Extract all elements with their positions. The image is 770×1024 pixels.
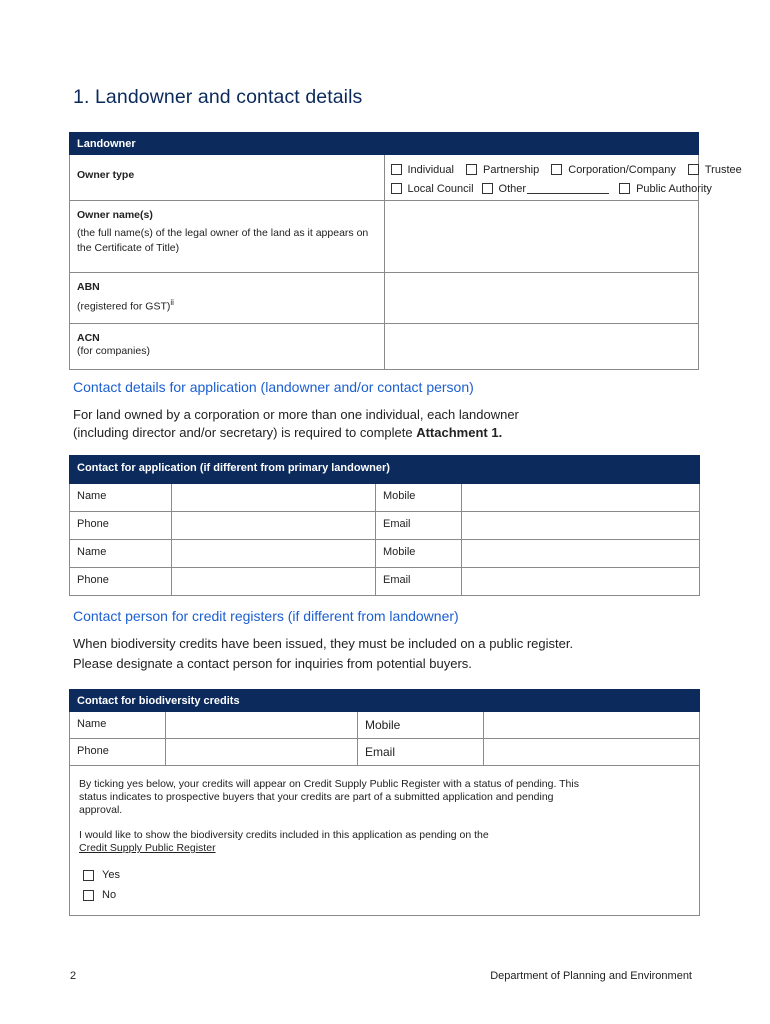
- phone-label: Phone: [70, 512, 172, 540]
- name-label: Name: [70, 712, 166, 739]
- checkbox[interactable]: [391, 164, 402, 175]
- credit-register-text: When biodiversity credits have been issued, they must be included on a public register. Please designate a contact person for inquiries from potential buyers.: [73, 636, 574, 671]
- owner-names-field[interactable]: [384, 201, 699, 273]
- credit-supply-register-link[interactable]: Credit Supply Public Register: [79, 842, 216, 854]
- landowner-table: [69, 132, 742, 370]
- checkbox[interactable]: [83, 870, 94, 881]
- phone-label: Phone: [70, 739, 166, 766]
- checkbox[interactable]: [466, 164, 477, 175]
- email-field[interactable]: [462, 512, 700, 540]
- acn-label: ACN (for companies): [70, 323, 385, 369]
- mobile-label: Mobile: [358, 712, 484, 739]
- owner-type-other[interactable]: Other: [482, 183, 610, 195]
- owner-type-partnership[interactable]: Partnership: [466, 164, 539, 176]
- phone-field[interactable]: [172, 512, 376, 540]
- credit-register-heading: Contact person for credit registers (if different from landowner): [73, 608, 459, 624]
- email-label: Email: [376, 512, 462, 540]
- contact-application-heading: Contact details for application (landowner and/or contact person): [73, 379, 474, 395]
- other-blank-line[interactable]: [527, 184, 609, 194]
- checkbox[interactable]: [551, 164, 562, 175]
- owner-type-label: Owner type: [70, 155, 385, 201]
- owner-type-individual[interactable]: Individual: [391, 164, 454, 176]
- email-field[interactable]: [484, 739, 700, 766]
- contact-application-header: Contact for application (if different from primary landowner): [70, 456, 700, 484]
- department-name: Department of Planning and Environment: [490, 970, 692, 982]
- email-label: Email: [358, 739, 484, 766]
- email-label: Email: [376, 568, 462, 596]
- mobile-label: Mobile: [376, 540, 462, 568]
- abn-field[interactable]: [384, 273, 699, 324]
- owner-type-options: [384, 155, 742, 201]
- mobile-field[interactable]: [484, 712, 700, 739]
- owner-type-corporation[interactable]: Corporation/Company: [551, 164, 676, 176]
- contact-application-table: [69, 455, 700, 596]
- acn-field[interactable]: [384, 323, 699, 369]
- page-number: 2: [70, 970, 77, 982]
- name-field[interactable]: [172, 540, 376, 568]
- register-notice: By ticking yes below, your credits will appear on Credit Supply Public Register with a status of pending. This status indicates to prospective buyers that your credits are part of a submitted application and pending approval.: [79, 778, 579, 816]
- mobile-field[interactable]: [462, 484, 700, 512]
- contact-application-text: For land owned by a corporation or more than one individual, each landowner (including director and/or secretary) is required to complete Attachment 1.: [73, 407, 519, 440]
- register-consent-block: [70, 766, 700, 916]
- checkbox[interactable]: [391, 183, 402, 194]
- owner-names-label: Owner name(s) (the full name(s) of the legal owner of the land as it appears on the Certificate of Title): [70, 201, 385, 273]
- abn-label: ABN (registered for GST)$^{ii}$: [70, 273, 385, 324]
- mobile-label: Mobile: [376, 484, 462, 512]
- biodiversity-credits-table: [69, 689, 700, 916]
- name-label: Name: [70, 484, 172, 512]
- consent-yes-option[interactable]: Yes: [83, 865, 690, 885]
- checkbox[interactable]: [482, 183, 493, 194]
- mobile-field[interactable]: [462, 540, 700, 568]
- name-label: Name: [70, 540, 172, 568]
- phone-field[interactable]: [172, 568, 376, 596]
- biodiversity-credits-header: Contact for biodiversity credits: [70, 690, 700, 712]
- name-field[interactable]: [166, 712, 358, 739]
- owner-type-local-council[interactable]: Local Council: [391, 183, 474, 195]
- landowner-header: Landowner: [70, 133, 699, 155]
- phone-label: Phone: [70, 568, 172, 596]
- email-field[interactable]: [462, 568, 700, 596]
- register-consent-text: I would like to show the biodiversity credits included in this application as pending on the Credit Supply Public Register: [79, 829, 489, 854]
- section-title: 1. Landowner and contact details: [73, 86, 363, 108]
- checkbox[interactable]: [688, 164, 699, 175]
- owner-type-trustee[interactable]: Trustee: [688, 164, 742, 176]
- name-field[interactable]: [172, 484, 376, 512]
- checkbox[interactable]: [83, 890, 94, 901]
- phone-field[interactable]: [166, 739, 358, 766]
- owner-type-public-authority[interactable]: Public Authority: [619, 183, 712, 195]
- checkbox[interactable]: [619, 183, 630, 194]
- consent-no-option[interactable]: No: [83, 885, 690, 905]
